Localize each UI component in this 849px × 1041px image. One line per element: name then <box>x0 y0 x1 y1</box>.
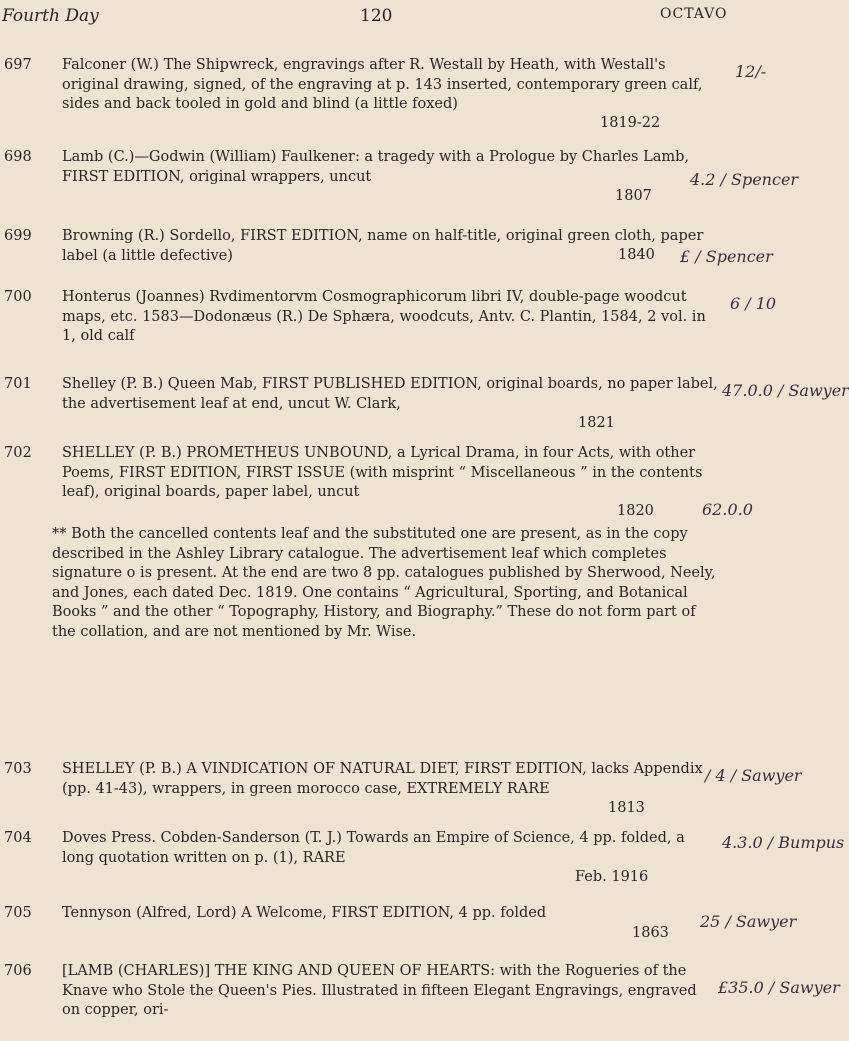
lot-description: Browning (R.) Sordello, FIRST EDITION, name on half-title, original green cloth, paper label (a little defective) <box>62 228 704 264</box>
running-head-day: Fourth Day <box>2 6 99 26</box>
handwritten-price: £35.0 / Sawyer <box>718 978 840 997</box>
lot-date: 1821 <box>578 415 615 431</box>
lot-date: 1840 <box>618 247 655 263</box>
handwritten-price: 62.0.0 <box>702 500 753 519</box>
handwritten-price: 47.0.0 / Sawyer <box>722 381 849 400</box>
lot-description: SHELLEY (P. B.) PROMETHEUS UNBOUND, a Lyrical Drama, in four Acts, with other Poems, FIRST EDITION, FIRST ISSUE (with misprint “ Miscellaneous ” in the contents leaf), original boards, paper label, uncut <box>62 445 703 500</box>
page-number: 120 <box>360 6 393 26</box>
handwritten-price: / 4 / Sawyer <box>705 766 802 785</box>
lot-description: SHELLEY (P. B.) A VINDICATION OF NATURAL DIET, FIRST EDITION, lacks Appendix (pp. 41-43), wrappers, in green morocco case, EXTREMELY RARE <box>62 761 703 797</box>
lot-number: 701 <box>4 376 32 392</box>
handwritten-price: 4.3.0 / Bumpus <box>722 833 845 852</box>
lot-description: Honterus (Joannes) Rvdimentorvm Cosmographicorum libri IV, double-page woodcut maps, etc. 1583—Dodonæus (R.) De Sphæra, woodcuts, Antv. C. Plantin, 1584, 2 vol. in 1, old calf <box>62 289 706 344</box>
lot-number: 703 <box>4 761 32 777</box>
lot-number: 704 <box>4 830 32 846</box>
lot-number: 697 <box>4 57 32 73</box>
lot-number: 700 <box>4 289 32 305</box>
lot-date: 1813 <box>608 800 645 816</box>
lot-description: Lamb (C.)—Godwin (William) Faulkener: a tragedy with a Prologue by Charles Lamb, FIRST EDITION, original wrappers, uncut <box>62 149 689 185</box>
lot-description: Tennyson (Alfred, Lord) A Welcome, FIRST EDITION, 4 pp. folded <box>62 905 547 921</box>
lot-date: 1863 <box>632 925 669 941</box>
handwritten-price: 25 / Sawyer <box>700 912 797 931</box>
lot-date: 1819-22 <box>600 115 661 131</box>
lot-note: ** Both the cancelled contents leaf and the substituted one are present, as in the copy described in the Ashley Library catalogue. The advertisement leaf which completes signature o is present. At the end are two 8 pp. catalogues published by Sherwood, Neely, and Jones, each dated Dec. 1819. One contains “ Agricultural, Sporting, and Botanical Books ” and the other “ Topography, History, and Biography.” These do not form part of the collation, and are not mentioned by Mr. Wise. <box>52 526 716 640</box>
running-head-format: OCTAVO <box>660 6 728 22</box>
handwritten-price: 4.2 / Spencer <box>690 170 799 189</box>
lot-description: Shelley (P. B.) Queen Mab, FIRST PUBLISHED EDITION, original boards, no paper label, the advertisement leaf at end, uncut W. Clark, <box>62 376 718 412</box>
handwritten-price: 6 / 10 <box>730 294 777 313</box>
lot-description: [LAMB (CHARLES)] THE KING AND QUEEN OF HEARTS: with the Rogueries of the Knave who Stole the Queen's Pies. Illustrated in fifteen Elegant Engravings, engraved on copper, ori- <box>62 963 697 1018</box>
lot-description: Falconer (W.) The Shipwreck, engravings after R. Westall by Heath, with Westall's original drawing, signed, of the engraving at p. 143 inserted, contemporary green calf, sides and back tooled in gold and blind (a little foxed) <box>62 57 703 112</box>
lot-date: Feb. 1916 <box>575 869 649 885</box>
lot-number: 699 <box>4 228 32 244</box>
lot-description: Doves Press. Cobden-Sanderson (T. J.) Towards an Empire of Science, 4 pp. folded, a long quotation written on p. (1), RARE <box>62 830 685 866</box>
lot-number: 706 <box>4 963 32 979</box>
handwritten-price: £ / Spencer <box>680 247 773 266</box>
lot-number: 702 <box>4 445 32 461</box>
lot-date: 1820 <box>617 503 654 519</box>
lot-number: 705 <box>4 905 32 921</box>
lot-number: 698 <box>4 149 32 165</box>
lot-date: 1807 <box>615 188 652 204</box>
handwritten-price: 12/- <box>735 62 767 81</box>
